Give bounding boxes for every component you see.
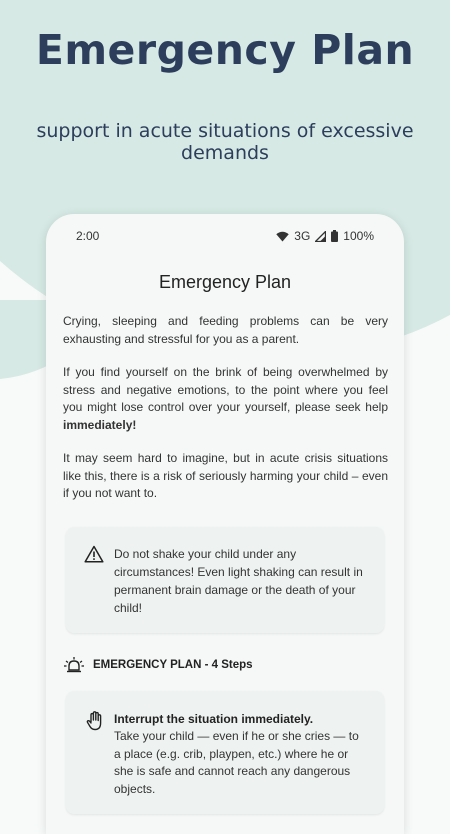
cell-signal-icon bbox=[315, 231, 326, 242]
screen-title: Emergency Plan bbox=[158, 272, 292, 292]
plan-heading-text: EMERGENCY PLAN - 4 Steps bbox=[93, 658, 253, 671]
intro-paragraph-3: It may seem hard to imagine, but in acute crisis situations like this, there is a risk of seriously harming your child – even if you not want to. bbox=[63, 451, 388, 500]
status-icons bbox=[276, 229, 374, 243]
intro-paragraph-2 bbox=[63, 364, 388, 434]
paragraph-2-emphasis: immediately! bbox=[63, 417, 137, 432]
battery-icon bbox=[331, 230, 338, 242]
alarm-light-icon bbox=[64, 657, 84, 673]
step-1-text: Take your child — even if he or she cries — to a place (e.g. crib, playpen, etc.) where he or she is safe and cannot reach any dangerous objects. bbox=[114, 729, 359, 796]
hero-subtitle: support in acute situations of excessive demands bbox=[36, 120, 414, 164]
phone-frame bbox=[46, 214, 404, 834]
warning-card bbox=[66, 527, 384, 633]
network-label: 3G bbox=[294, 229, 311, 243]
step-1-title: Interrupt the situation immediately. bbox=[114, 711, 314, 726]
status-bar bbox=[46, 214, 404, 258]
step-card bbox=[66, 691, 384, 815]
battery-level: 100% bbox=[343, 229, 374, 243]
paragraph-2-text: If you find yourself on the brink of being overwhelmed by stress and negative emotions, to the point where you feel you might lose control over your yourself, please seek help bbox=[63, 365, 388, 414]
hero-title: Emergency Plan bbox=[35, 26, 415, 74]
step-1-content bbox=[114, 711, 368, 799]
warning-triangle-icon bbox=[84, 545, 104, 617]
wifi-icon bbox=[276, 231, 289, 242]
emergency-plan-heading bbox=[64, 657, 386, 673]
hand-stop-icon bbox=[86, 711, 104, 799]
warning-text: Do not shake your child under any circumstances! Even light shaking can result in permanent brain damage or the death of your child! bbox=[114, 546, 363, 615]
status-time: 2:00 bbox=[76, 229, 100, 243]
intro-paragraph-1: Crying, sleeping and feeding problems can be very exhausting and stressful for you as a parent. bbox=[63, 314, 388, 346]
